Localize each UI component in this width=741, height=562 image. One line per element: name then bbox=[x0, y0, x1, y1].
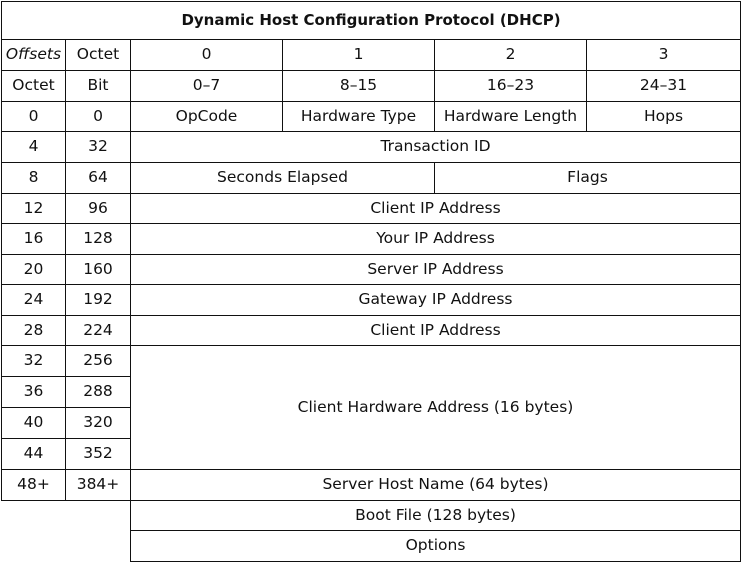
row-4-bit: 128 bbox=[65, 223, 131, 255]
row-1-bit: 32 bbox=[65, 131, 131, 163]
row-0-bit: 0 bbox=[65, 101, 131, 132]
field-transaction-id: Transaction ID bbox=[130, 131, 741, 163]
row-0-octet: 0 bbox=[1, 101, 66, 132]
row-5-octet: 20 bbox=[1, 254, 66, 285]
row-3-bit: 96 bbox=[65, 193, 131, 224]
row-12-octet: 48+ bbox=[1, 469, 66, 501]
header-byte-3: 3 bbox=[586, 39, 741, 71]
header-octet-col: Octet bbox=[1, 70, 66, 102]
field-client-hardware-address: Client Hardware Address (16 bytes) bbox=[130, 345, 741, 470]
row-9-bit: 288 bbox=[65, 376, 131, 408]
row-10-octet: 40 bbox=[1, 407, 66, 439]
row-8-octet: 32 bbox=[1, 345, 66, 377]
field-server-host-name: Server Host Name (64 bytes) bbox=[130, 469, 741, 501]
field-flags: Flags bbox=[434, 162, 741, 194]
row-7-octet: 28 bbox=[1, 315, 66, 346]
header-bit-range-0: 0–7 bbox=[130, 70, 283, 102]
field-client-ip-address-2: Client IP Address bbox=[130, 315, 741, 346]
row-8-bit: 256 bbox=[65, 345, 131, 377]
header-bit-range-1: 8–15 bbox=[282, 70, 435, 102]
header-byte-1: 1 bbox=[282, 39, 435, 71]
header-byte-0: 0 bbox=[130, 39, 283, 71]
field-hardware-length: Hardware Length bbox=[434, 101, 587, 132]
row-11-octet: 44 bbox=[1, 438, 66, 470]
row-9-octet: 36 bbox=[1, 376, 66, 408]
header-offsets: Offsets bbox=[1, 39, 66, 71]
field-gateway-ip-address: Gateway IP Address bbox=[130, 284, 741, 316]
field-client-ip-address: Client IP Address bbox=[130, 193, 741, 224]
row-6-bit: 192 bbox=[65, 284, 131, 316]
row-2-octet: 8 bbox=[1, 162, 66, 194]
field-boot-file: Boot File (128 bytes) bbox=[130, 500, 741, 531]
header-bit-range-3: 24–31 bbox=[586, 70, 741, 102]
header-bit-range-2: 16–23 bbox=[434, 70, 587, 102]
row-12-bit: 384+ bbox=[65, 469, 131, 501]
row-6-octet: 24 bbox=[1, 284, 66, 316]
row-7-bit: 224 bbox=[65, 315, 131, 346]
row-1-octet: 4 bbox=[1, 131, 66, 163]
row-3-octet: 12 bbox=[1, 193, 66, 224]
field-options: Options bbox=[130, 530, 741, 562]
field-hardware-type: Hardware Type bbox=[282, 101, 435, 132]
diagram-title: Dynamic Host Configuration Protocol (DHCP) bbox=[1, 1, 741, 40]
header-octet: Octet bbox=[65, 39, 131, 71]
row-4-octet: 16 bbox=[1, 223, 66, 255]
row-5-bit: 160 bbox=[65, 254, 131, 285]
field-hops: Hops bbox=[586, 101, 741, 132]
row-11-bit: 352 bbox=[65, 438, 131, 470]
header-bit-col: Bit bbox=[65, 70, 131, 102]
field-server-ip-address: Server IP Address bbox=[130, 254, 741, 285]
header-byte-2: 2 bbox=[434, 39, 587, 71]
field-seconds-elapsed: Seconds Elapsed bbox=[130, 162, 435, 194]
row-2-bit: 64 bbox=[65, 162, 131, 194]
field-opcode: OpCode bbox=[130, 101, 283, 132]
field-your-ip-address: Your IP Address bbox=[130, 223, 741, 255]
row-10-bit: 320 bbox=[65, 407, 131, 439]
